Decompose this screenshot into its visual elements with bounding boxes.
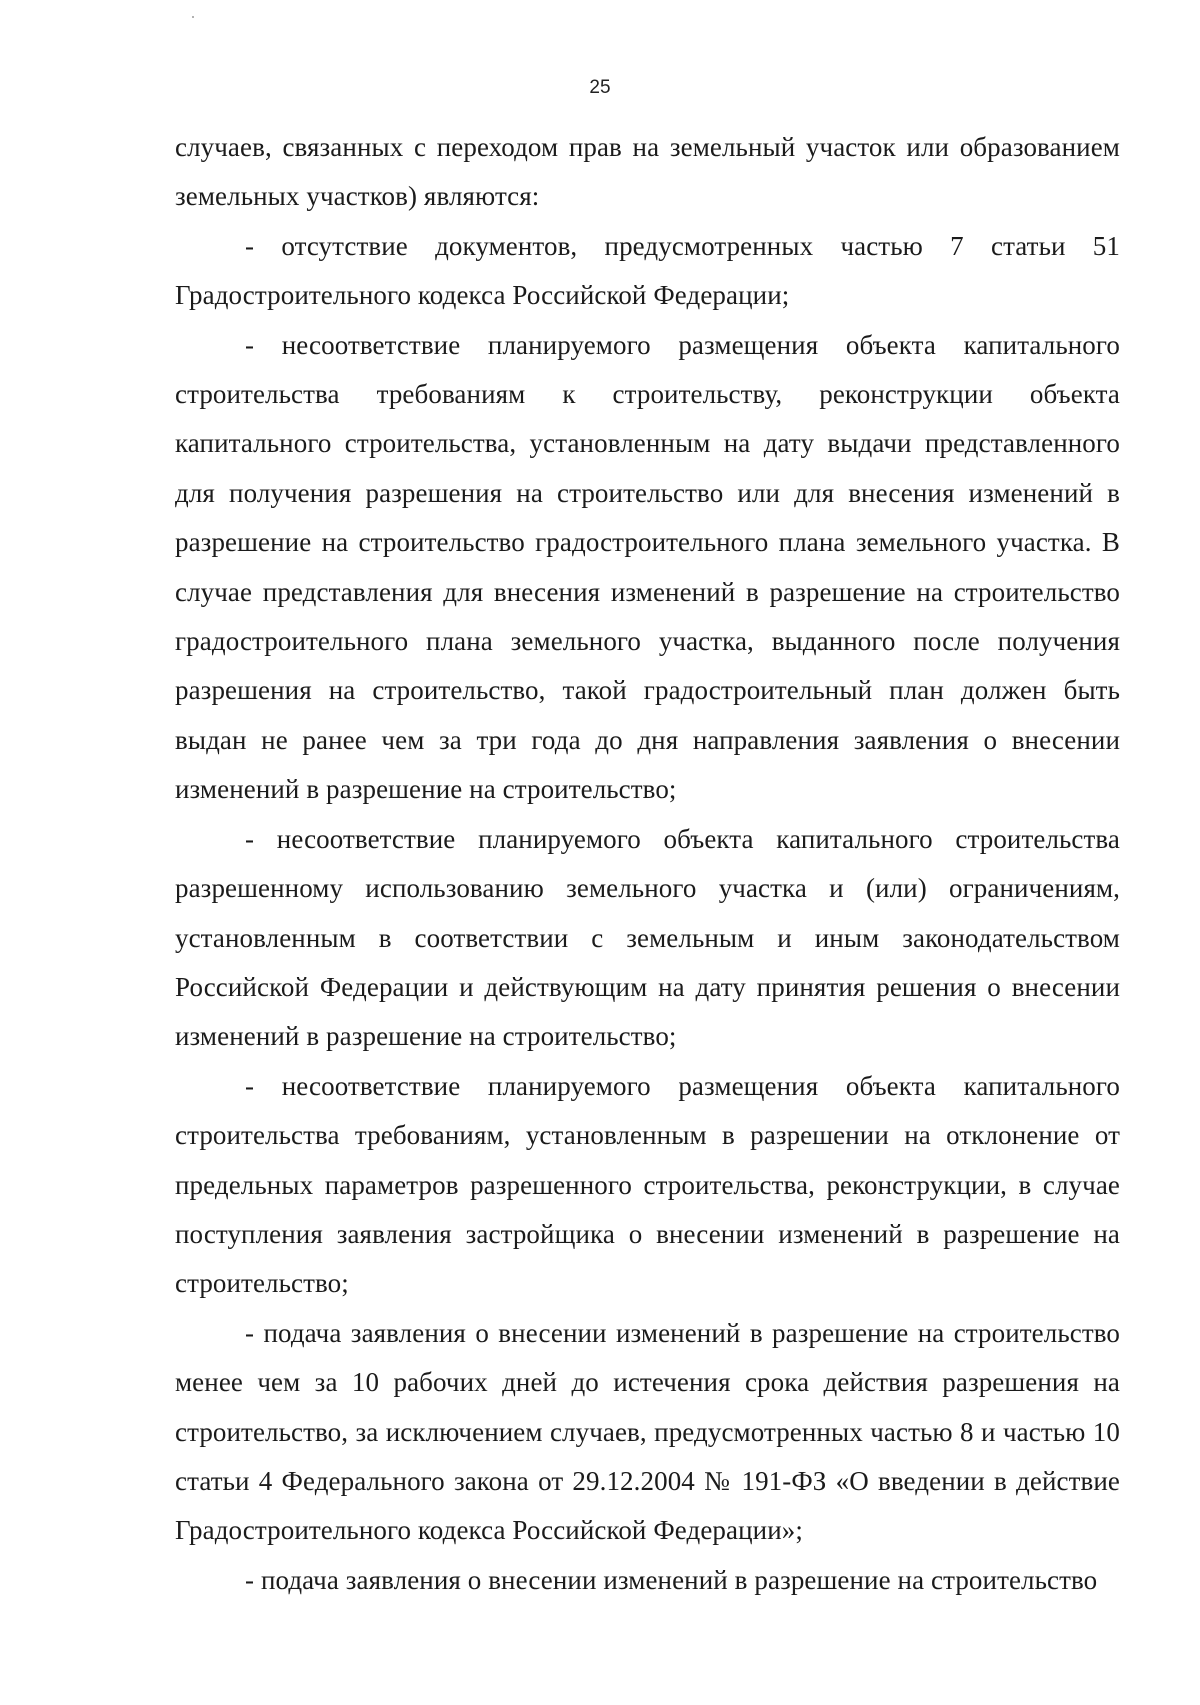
paragraph-late-application: - подача заявления о внесении изменений в разрешение на строительство менее чем за 10 рабочих дней до истечения срока действия разрешения на строительство, за исключением случаев, предусмотренных частью 8 и частью 10 статьи 4 Федерального закона от 29.12.2004 № 191-ФЗ «О введении в действие Градостроительного кодекса Российской Федерации»;	[175, 1317, 1120, 1546]
paragraph-permitted-use-nonconformity: - несоответствие планируемого объекта капитального строительства разрешенному использованию земельного участка и (или) ограничениям, установленным в соответствии с земельным и иным законодательством Российской Федерации и действующим на дату принятия решения о внесении изменений в разрешение на строительство;	[175, 823, 1120, 1052]
document-body	[175, 123, 1120, 1605]
paragraph-continuation: случаев, связанных с переходом прав на земельный участок или образованием земельных участков) являются:	[175, 132, 1120, 212]
page-number: 25	[589, 77, 611, 98]
scan-artifact-dot	[192, 16, 194, 18]
paragraph-application-continued: - подача заявления о внесении изменений в разрешение на строительство	[245, 1564, 1098, 1595]
paragraph-missing-documents: - отсутствие документов, предусмотренных частью 7 статьи 51 Градостроительного кодекса Российской Федерации;	[175, 230, 1120, 311]
paragraph-deviation-permit-nonconformity: - несоответствие планируемого размещения объекта капитального строительства требованиям, установленным в разрешении на отклонение от предельных параметров разрешенного строительства, реконструкции, в случае поступления заявления застройщика о внесении изменений в разрешение на строительство;	[175, 1070, 1120, 1299]
paragraph-placement-nonconformity: - несоответствие планируемого размещения объекта капитального строительства требованиям к строительству, реконструкции объекта капитального строительства, установленным на дату выдачи представленного для получения разрешения на строительство или для внесения изменений в разрешение на строительство градостроительного плана земельного участка. В случае представления для внесения изменений в разрешение на строительство градостроительного плана земельного участка, выданного после получения разрешения на строительство, такой градостроительный план должен быть выдан не ранее чем за три года до дня направления заявления о внесении изменений в разрешение на строительство;	[175, 329, 1120, 805]
